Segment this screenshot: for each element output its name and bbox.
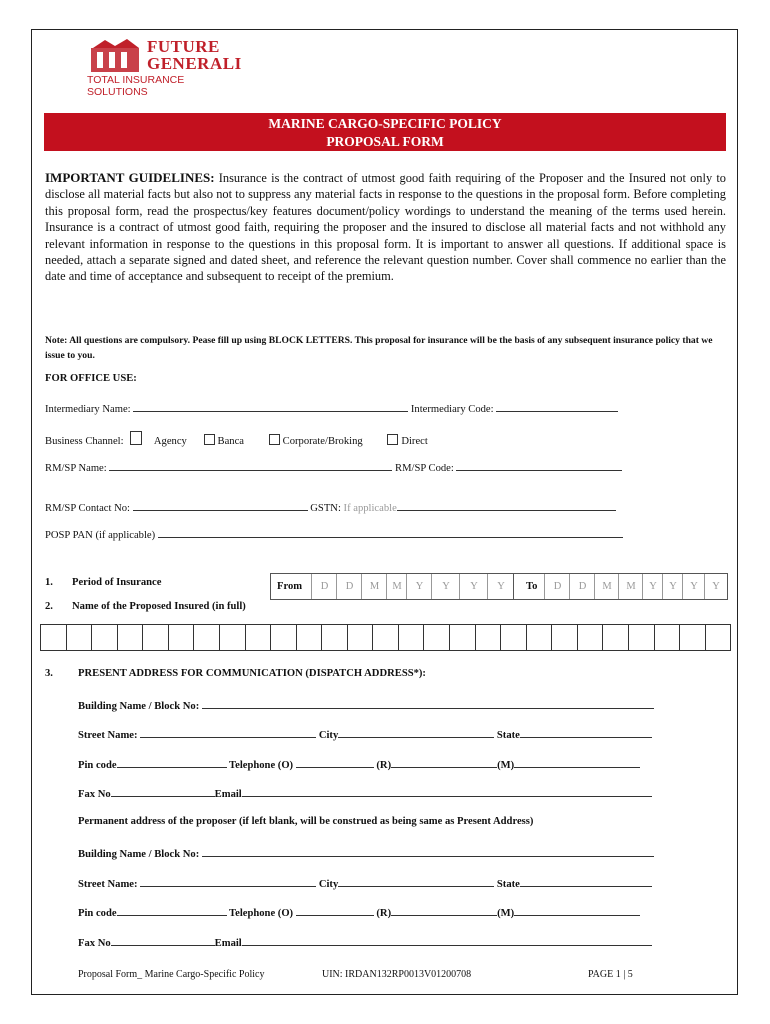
channel-banca-label: Banca	[217, 436, 244, 447]
q1-number: 1.	[45, 577, 53, 588]
perm-email-label: Email	[214, 938, 242, 949]
business-channel-label: Business Channel:	[45, 436, 124, 447]
perm-street-field[interactable]	[140, 876, 316, 887]
logo-line2: GENERALI	[147, 54, 242, 73]
from-date-box[interactable]	[270, 573, 514, 600]
rmsp-contact-row	[45, 500, 616, 514]
city-label: City	[318, 730, 339, 741]
q3-number: 3.	[45, 668, 53, 679]
business-channel-row	[45, 431, 428, 447]
present-building-row	[78, 698, 654, 712]
from-date-cell[interactable]: M	[386, 574, 407, 599]
street-field[interactable]	[140, 727, 316, 738]
from-date-cell[interactable]: Y	[406, 574, 432, 599]
from-date-cell[interactable]: D	[336, 574, 362, 599]
footer-document-name: Proposal Form_ Marine Cargo-Specific Policy	[78, 969, 265, 980]
from-label: From	[277, 581, 303, 592]
q1-label: Period of Insurance	[72, 577, 162, 588]
form-title: MARINE CARGO-SPECIFIC POLICY	[268, 116, 502, 131]
important-guidelines	[45, 170, 726, 285]
q3-label: PRESENT ADDRESS FOR COMMUNICATION (DISPATCH ADDRESS*):	[78, 668, 426, 679]
posp-field[interactable]	[158, 527, 623, 538]
gstn-label: GSTN:	[310, 503, 341, 514]
telephone-m-label: (M)	[497, 760, 515, 771]
gstn-hint: If applicable	[343, 503, 397, 514]
form-subtitle: PROPOSAL FORM	[326, 134, 444, 149]
intermediary-name-field[interactable]	[133, 401, 408, 412]
intermediary-code-label: Intermediary Code:	[410, 404, 494, 415]
perm-fax-field[interactable]	[111, 935, 215, 946]
compulsory-note: Note: All questions are compulsory. Pease fill up using BLOCK LETTERS. This proposal for insurance will be the basis of any subsequent insurance policy that we issue to you.	[45, 335, 713, 361]
rmsp-contact-label: RM/SP Contact No:	[45, 503, 130, 514]
to-date-cell[interactable]: Y	[682, 574, 705, 599]
rmsp-contact-field[interactable]	[133, 500, 308, 511]
building-field[interactable]	[202, 698, 654, 709]
form-title-banner	[44, 113, 726, 151]
telephone-label: Telephone (O)	[229, 760, 294, 771]
office-use-heading: FOR OFFICE USE:	[45, 373, 137, 384]
perm-state-field[interactable]	[520, 876, 652, 887]
permanent-building-row	[78, 846, 654, 860]
q2-number: 2.	[45, 601, 53, 612]
rmsp-code-field[interactable]	[456, 460, 622, 471]
posp-label: POSP PAN (if applicable)	[45, 530, 156, 541]
banca-checkbox[interactable]	[204, 434, 215, 445]
city-field[interactable]	[338, 727, 494, 738]
intermediary-row	[45, 401, 618, 415]
perm-telephone-o-field[interactable]	[296, 905, 374, 916]
to-date-cell[interactable]: D	[569, 574, 595, 599]
intermediary-name-label: Intermediary Name:	[45, 404, 131, 415]
to-date-cell[interactable]: Y	[662, 574, 683, 599]
to-date-box[interactable]	[514, 573, 728, 600]
rmsp-name-label: RM/SP Name:	[45, 463, 107, 474]
present-fax-row	[78, 786, 652, 800]
from-date-cell[interactable]: Y	[431, 574, 460, 599]
from-date-cell[interactable]: M	[361, 574, 387, 599]
posp-row	[45, 527, 623, 541]
permanent-fax-row	[78, 935, 652, 949]
from-date-cell[interactable]: Y	[459, 574, 488, 599]
present-street-row	[78, 727, 652, 741]
perm-state-label: State	[496, 879, 520, 890]
intermediary-code-field[interactable]	[496, 401, 618, 412]
to-date-cell[interactable]: M	[594, 574, 619, 599]
permanent-pin-row	[78, 905, 640, 919]
to-date-cell[interactable]: Y	[642, 574, 663, 599]
logo-line1: FUTURE	[147, 37, 220, 56]
fax-label: Fax No	[78, 789, 111, 800]
perm-city-label: City	[318, 879, 339, 890]
permanent-address-heading: Permanent address of the proposer (if left blank, will be construed as being same as Present Address)	[78, 816, 534, 827]
gstn-field[interactable]	[397, 500, 616, 511]
corporate-broking-checkbox[interactable]	[269, 434, 280, 445]
rmsp-row	[45, 460, 622, 474]
from-date-cell[interactable]: Y	[487, 574, 514, 599]
perm-building-label: Building Name / Block No:	[78, 849, 200, 860]
permanent-street-row	[78, 876, 652, 890]
building-label: Building Name / Block No:	[78, 701, 200, 712]
telephone-m-field[interactable]	[514, 757, 640, 768]
perm-telephone-r-label: (R)	[376, 908, 392, 919]
state-field[interactable]	[520, 727, 652, 738]
channel-agency-label: Agency	[153, 436, 187, 447]
lion-emblem-icon	[87, 38, 143, 74]
to-date-cell[interactable]: Y	[704, 574, 727, 599]
perm-building-field[interactable]	[202, 846, 654, 857]
perm-pin-label: Pin code	[78, 908, 117, 919]
perm-pin-field[interactable]	[117, 905, 227, 916]
direct-checkbox[interactable]	[387, 434, 398, 445]
perm-street-label: Street Name:	[78, 879, 138, 890]
perm-telephone-m-label: (M)	[497, 908, 515, 919]
logo-tagline: TOTAL INSURANCE SOLUTIONS	[87, 74, 185, 98]
perm-email-field[interactable]	[242, 935, 652, 946]
perm-fax-label: Fax No	[78, 938, 111, 949]
footer-page-number: PAGE 1 | 5	[588, 969, 633, 980]
perm-telephone-m-field[interactable]	[514, 905, 640, 916]
perm-telephone-r-field[interactable]	[391, 905, 497, 916]
to-date-cell[interactable]: D	[544, 574, 570, 599]
pin-label: Pin code	[78, 760, 117, 771]
footer-uin: UIN: IRDAN132RP0013V01200708	[322, 969, 472, 980]
channel-direct-label: Direct	[401, 436, 428, 447]
to-date-cell[interactable]: M	[618, 574, 643, 599]
from-date-cell[interactable]: D	[311, 574, 337, 599]
telephone-r-label: (R)	[376, 760, 392, 771]
pin-field[interactable]	[117, 757, 227, 768]
channel-corporate-label: Corporate/Broking	[282, 436, 363, 447]
guidelines-heading: IMPORTANT GUIDELINES:	[45, 170, 215, 185]
telephone-r-field[interactable]	[391, 757, 497, 768]
to-label: To	[526, 581, 538, 592]
guidelines-text: Insurance is the contract of utmost good faith requiring of the Proposer and the Insured not only to disclose all material facts but also not to suppress any material facts in response to the questions in the proposal form. Before completing this proposal form, read the prospectus/key features document/policy wordings to understand the meaning of the terms used herein. Insurance is a contract of utmost good faith, requiring the proposer and the insured to disclose all material facts and not withhold any relevant information in response to the questions in this proposal form. It is important to answer all questions. If additional space is needed, attach a separate signed and dated sheet, and reference the relevant question number. Cover shall commence no earlier than the date and time of acceptance and subsequent to receipt of the premium.	[45, 171, 726, 284]
present-pin-row	[78, 757, 640, 771]
fax-field[interactable]	[111, 786, 215, 797]
q2-label: Name of the Proposed Insured (in full)	[72, 601, 246, 612]
agency-checkbox[interactable]	[130, 431, 142, 445]
email-field[interactable]	[242, 786, 652, 797]
rmsp-code-label: RM/SP Code:	[395, 463, 454, 474]
state-label: State	[496, 730, 520, 741]
future-generali-logo	[87, 37, 242, 98]
street-label: Street Name:	[78, 730, 138, 741]
insured-name-boxes[interactable]	[40, 624, 731, 651]
perm-telephone-label: Telephone (O)	[229, 908, 294, 919]
rmsp-name-field[interactable]	[109, 460, 392, 471]
perm-city-field[interactable]	[338, 876, 494, 887]
telephone-o-field[interactable]	[296, 757, 374, 768]
email-label: Email	[214, 789, 242, 800]
